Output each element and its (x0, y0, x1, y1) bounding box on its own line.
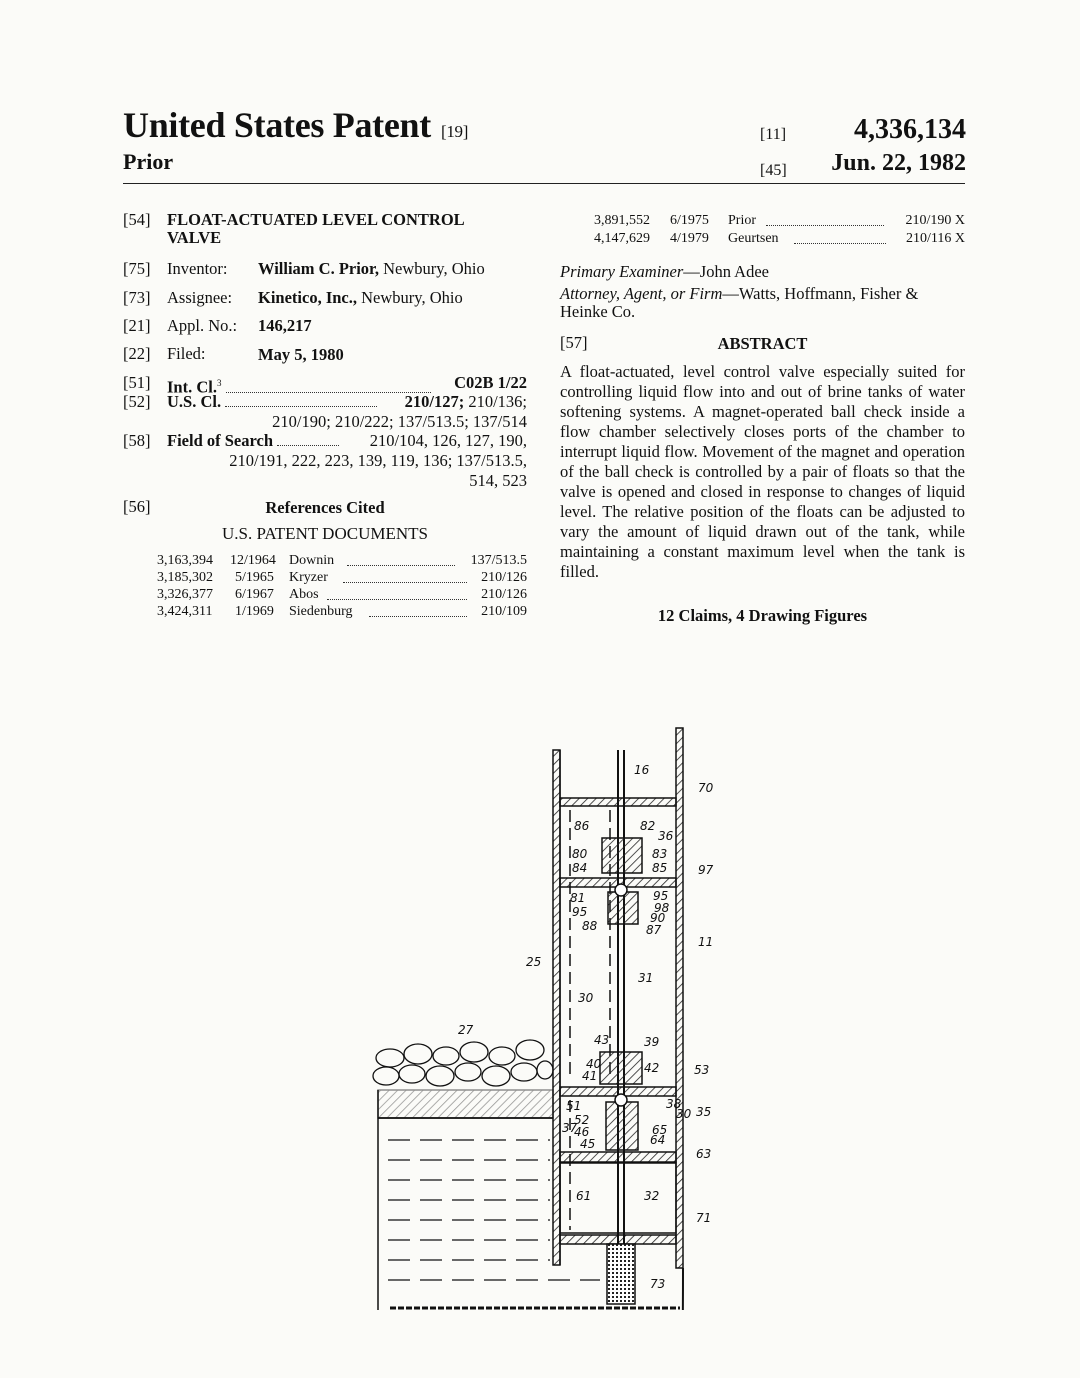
title-field-code: [54] (123, 210, 151, 229)
issue-date: Jun. 22, 1982 (831, 150, 966, 176)
search-line2: 210/191, 222, 223, 139, 119, 136; 137/513.5, (229, 451, 527, 470)
ref-label: 52 (574, 1113, 590, 1127)
assignee-location: Newbury, Ohio (361, 288, 463, 307)
ref-label: 27 (458, 1023, 474, 1037)
examiner-line (560, 262, 769, 282)
filed-date: May 5, 1980 (258, 345, 344, 364)
ref-label: 84 (572, 861, 588, 875)
title-text: United States Patent (123, 105, 431, 145)
intcl-leader (226, 379, 431, 393)
patent-number: 4,336,134 (854, 114, 966, 145)
ref-leader (794, 230, 886, 244)
ref-name: Geurtsen (728, 231, 779, 246)
ref-label: 98 (654, 901, 670, 915)
inventor-value (258, 259, 485, 279)
ref-label: 90 (650, 911, 666, 925)
uscl-code: [52] (123, 392, 151, 411)
abstract-text: A float-actuated, level control valve especially suited for controlling liquid flow into and out of brine tanks of water softening systems. A magnet-operated ball check inside a flow chamber selectively closes ports of the chamber to interrupt liquid flow. Movement of the magnet and operation of the ball check is controlled by a pair of floats so that the valve is opened and closed in response to changes of liquid level. The relative position of the floats can be adjusted to vary the amount of liquid drawn out of the tank, while maintaining a constant maximum level when the tank is filled. (560, 362, 965, 581)
ref-label: 95 (572, 905, 588, 919)
assignee-name: Kinetico, Inc., (258, 288, 357, 307)
ref-num: 3,891,552 (594, 213, 650, 228)
refs-title: References Cited (265, 498, 385, 517)
search-code: [58] (123, 431, 151, 450)
ref-label: 11 (698, 935, 714, 949)
ref-date: 6/1967 (235, 587, 274, 602)
search-line3: 514, 523 (469, 471, 527, 490)
ref-name: Prior (728, 213, 756, 228)
ref-label: 31 (638, 971, 654, 985)
ref-num: 3,326,377 (157, 587, 213, 602)
refs-subtitle: U.S. PATENT DOCUMENTS (222, 524, 428, 543)
ref-label: 25 (526, 955, 542, 969)
ref-label: 87 (646, 923, 662, 937)
ref-label: 53 (694, 1063, 710, 1077)
ref-label: 83 (652, 847, 668, 861)
intcl-value: C02B 1/22 (454, 373, 527, 392)
search-row (167, 431, 527, 451)
lower-valve-body (600, 1052, 642, 1084)
ref-row (157, 552, 527, 569)
ref-num: 3,163,394 (157, 553, 213, 568)
assignee-code: [73] (123, 288, 151, 307)
search-label: Field of Search (167, 431, 274, 450)
number-code: [11] (760, 126, 787, 143)
uscl-label: U.S. Cl. (167, 392, 222, 411)
ref-label: 71 (696, 1211, 712, 1225)
ref-label: 36 (658, 829, 674, 843)
ref-date: 4/1979 (670, 231, 709, 246)
ref-label: 45 (580, 1137, 596, 1151)
upper-valve-body (602, 838, 642, 873)
ref-label: 16 (634, 763, 650, 777)
ref-label: 61 (576, 1189, 592, 1203)
ref-class: 210/109 (481, 604, 527, 619)
ref-label: 38 (666, 1097, 682, 1111)
intcl-sup: 3 (216, 378, 222, 388)
inventor-label: Inventor: (167, 259, 228, 278)
invention-title-2: VALVE (167, 228, 222, 247)
date-code: [45] (760, 162, 787, 179)
ref-date: 6/1975 (670, 213, 709, 228)
ref-label: 63 (696, 1147, 712, 1161)
invention-title-1: FLOAT-ACTUATED LEVEL CONTROL (167, 210, 465, 229)
uscl-line2: 210/190; 210/222; 137/513.5; 137/514 (272, 412, 527, 431)
ref-row (157, 603, 527, 620)
brine-layer (378, 1090, 553, 1118)
ref-class: 210/190 X (905, 213, 965, 228)
refs-code: [56] (123, 497, 151, 516)
ref-label: 43 (594, 1033, 610, 1047)
brine-well-wall-left (553, 750, 560, 1265)
ref-class: 137/513.5 (470, 553, 527, 568)
header-rule (123, 183, 965, 184)
attorney-label: Attorney, Agent, or Firm (560, 284, 723, 303)
inventor-code: [75] (123, 259, 151, 278)
ref-leader (347, 552, 455, 566)
patent-title (123, 104, 468, 146)
appl-code: [21] (123, 316, 151, 335)
ref-label: 32 (644, 1189, 660, 1203)
ref-label: 51 (566, 1099, 582, 1113)
ref-name: Kryzer (289, 570, 328, 585)
salt-pebbles (373, 1040, 553, 1086)
intcl-label: Int. Cl. (167, 377, 217, 397)
ref-label: 46 (574, 1125, 590, 1139)
attorney-line2: Heinke Co. (560, 302, 636, 321)
examiner-name: —John Adee (683, 262, 769, 281)
inventor-name: William C. Prior, (258, 259, 379, 278)
ref-date: 5/1965 (235, 570, 274, 585)
attorney-names: —Watts, Hoffmann, Fisher & (722, 284, 919, 303)
ref-leader (369, 603, 467, 617)
ref-label: 65 (652, 1123, 668, 1137)
inventor-location: Newbury, Ohio (383, 259, 485, 278)
assignee-label: Assignee: (167, 288, 233, 307)
tank-wall-right (676, 728, 683, 1268)
ref-leader (327, 586, 467, 600)
ref-row (594, 230, 965, 247)
ref-name: Abos (289, 587, 319, 602)
uscl-leader (225, 393, 377, 407)
ref-label: 86 (574, 819, 590, 833)
patent-drawing (360, 720, 730, 1310)
appl-label: Appl. No.: (167, 316, 238, 335)
uscl-rest: 210/136; (468, 392, 527, 411)
ref-leader (343, 569, 467, 583)
header-inventor: Prior (123, 149, 174, 174)
ref-label: 88 (582, 919, 598, 933)
ref-label: 73 (650, 1277, 666, 1291)
ref-label: 81 (570, 891, 586, 905)
ref-name: Siedenburg (289, 604, 353, 619)
title-code: [19] (440, 122, 469, 141)
attorney-line (560, 284, 965, 304)
ref-num: 3,185,302 (157, 570, 213, 585)
uscl-row (167, 392, 527, 412)
ref-label: 41 (582, 1069, 598, 1083)
ref-row (157, 569, 527, 586)
ref-label: 64 (650, 1133, 666, 1147)
ref-num: 4,147,629 (594, 231, 650, 246)
ref-row (594, 212, 965, 229)
abstract-code: [57] (560, 333, 588, 352)
filed-code: [22] (123, 344, 151, 363)
ref-class: 210/126 (481, 570, 527, 585)
inlet-screen (607, 1244, 635, 1304)
search-leader (277, 432, 339, 446)
ref-leader (766, 212, 884, 226)
claims-summary: 12 Claims, 4 Drawing Figures (657, 606, 868, 625)
ref-date: 12/1964 (230, 553, 276, 568)
ref-num: 3,424,311 (157, 604, 213, 619)
ref-label: 37 (562, 1121, 578, 1135)
ref-label: 35 (696, 1105, 712, 1119)
ref-label: 70 (698, 781, 714, 795)
uscl-main: 210/127; (404, 392, 465, 411)
ref-label: 80 (572, 847, 588, 861)
appl-number: 146,217 (258, 316, 312, 335)
ref-date: 1/1969 (235, 604, 274, 619)
ref-label: 30 (676, 1107, 692, 1121)
ref-label: 39 (644, 1035, 660, 1049)
ref-class: 210/126 (481, 587, 527, 602)
abstract-title: ABSTRACT (717, 334, 808, 353)
examiner-label: Primary Examiner (560, 262, 684, 281)
intcl-code: [51] (123, 373, 151, 392)
assignee-value (258, 288, 463, 308)
ref-label: 82 (640, 819, 656, 833)
ref-label: 40 (586, 1057, 602, 1071)
ref-row (157, 586, 527, 603)
ref-name: Downin (289, 553, 335, 568)
ref-label: 95 (653, 889, 669, 903)
ref-label: 42 (644, 1061, 660, 1075)
ref-label: 30 (578, 991, 594, 1005)
ref-label: 97 (698, 863, 714, 877)
ref-class: 210/116 X (906, 231, 965, 246)
ref-label: 85 (652, 861, 668, 875)
filed-label: Filed: (167, 344, 206, 363)
search-line1: 210/104, 126, 127, 190, (369, 431, 527, 450)
